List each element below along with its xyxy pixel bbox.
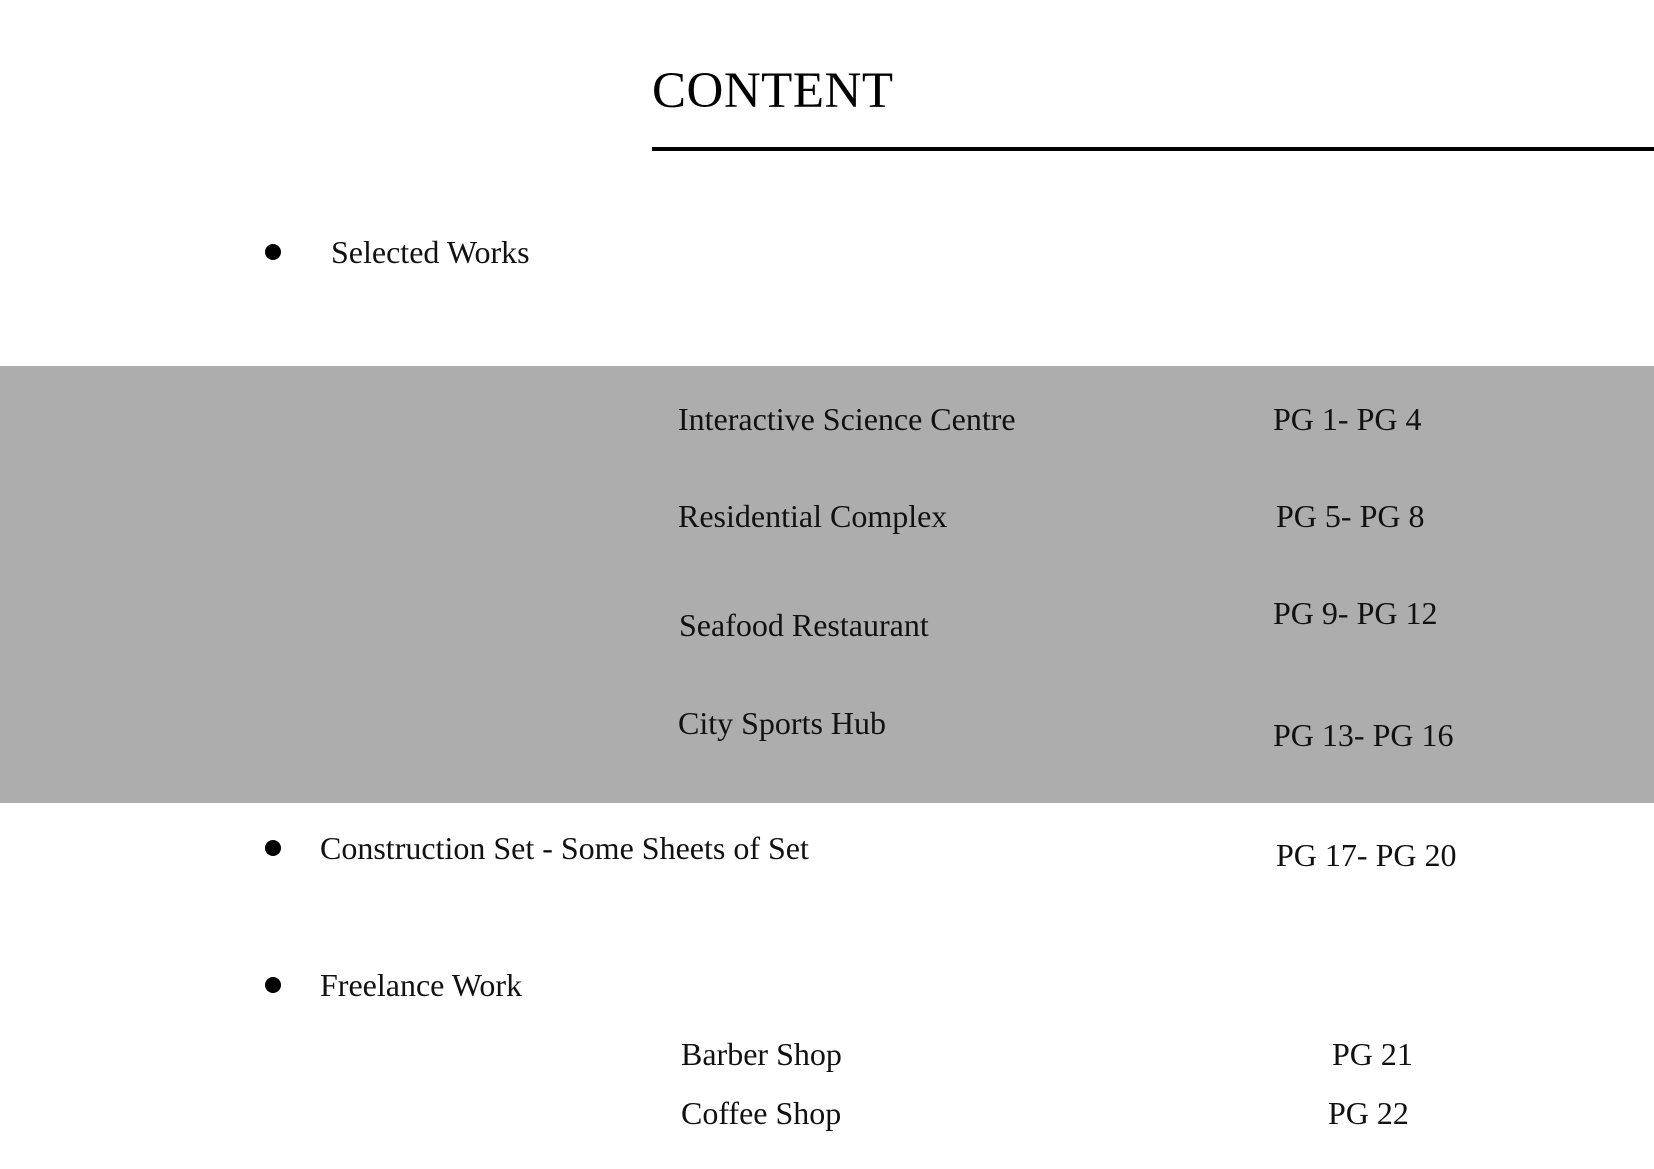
list-item-pages: PG 21 [1332,1036,1413,1072]
bullet-icon [265,244,281,260]
list-item-pages: PG 1- PG 4 [1273,401,1422,437]
list-item-label: Seafood Restaurant [679,607,929,643]
bullet-icon [265,977,281,993]
list-item-pages: PG 13- PG 16 [1273,717,1454,753]
list-item-pages: PG 5- PG 8 [1276,498,1425,534]
list-item-pages: PG 9- PG 12 [1273,595,1438,631]
section-label: Construction Set - Some Sheets of Set [320,830,809,866]
bullet-icon [265,840,281,856]
list-item-label: Barber Shop [681,1036,842,1072]
section-label: Freelance Work [320,967,523,1003]
page-title: CONTENT [652,63,894,119]
section-pages: PG 17- PG 20 [1276,837,1457,873]
section-freelance-work [265,969,522,1001]
list-item-label: Residential Complex [678,498,948,534]
list-item-label: Coffee Shop [681,1095,842,1131]
section-selected-works [265,236,530,268]
list-item-pages: PG 22 [1328,1095,1409,1131]
title-divider [652,147,1654,151]
list-item-label: City Sports Hub [678,705,887,741]
section-label: Selected Works [331,234,530,270]
list-item-label: Interactive Science Centre [678,401,1016,437]
section-construction-set [265,832,809,864]
